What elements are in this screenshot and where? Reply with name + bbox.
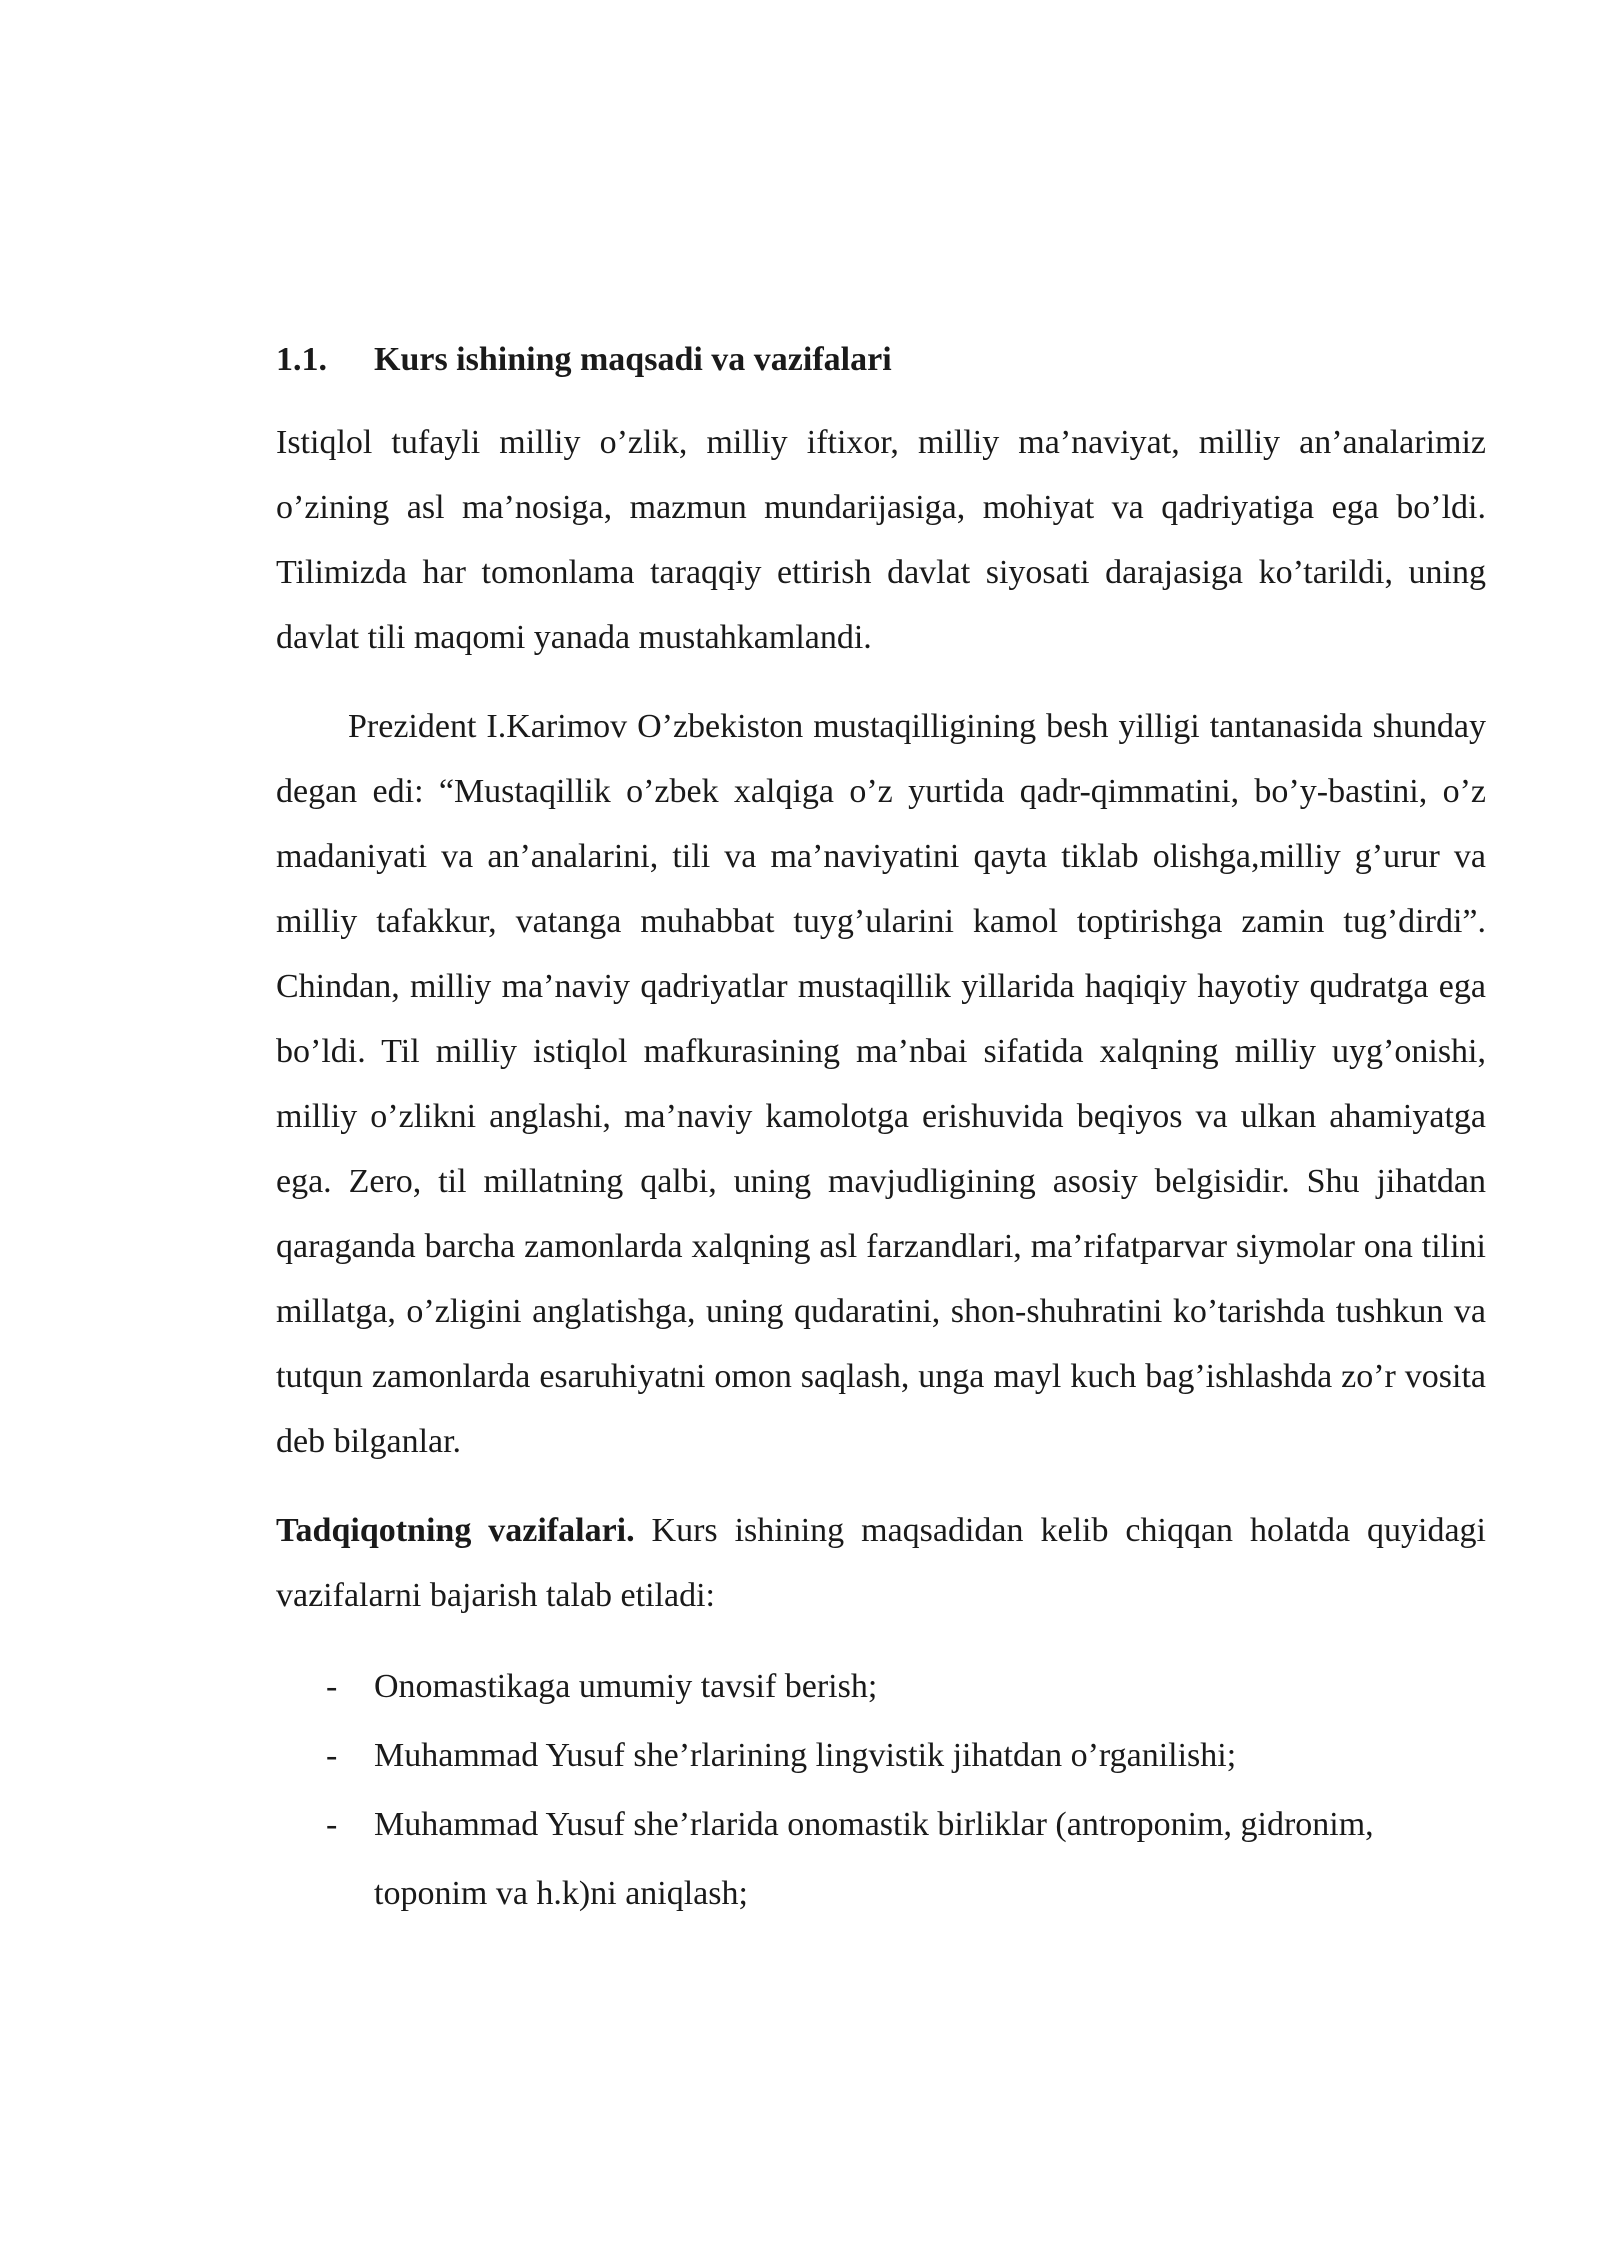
list-item: [276, 1652, 1486, 1721]
research-tasks-label: Tadqiqotning vazifalari.: [276, 1512, 635, 1549]
research-tasks-intro: Kurs ishining maqsadidan kelib chiqqan holatda quyidagi vazifalarni bajarish talab etiladi:: [276, 1512, 1486, 1614]
list-bullet: -: [326, 1737, 338, 1774]
list-bullet: -: [326, 1668, 338, 1705]
paragraph-president-quote: Prezident I.Karimov O’zbekiston mustaqilligining besh yilligi tantanasida shunday degan edi: “Mustaqillik o’zbek xalqiga o’z yurtida qadr-qimmatini, bo’y-bastini, o’z madaniyati va an’analarini, tili va ma’naviyatini qayta tiklab olishga,milliy g’urur va milliy tafakkur, vatanga muhabbat tuyg’ularini kamol toptirishga zamin tug’dirdi”. Chindan, milliy ma’naviy qadriyatlar mustaqillik yillarida haqiqiy hayotiy qudratga ega bo’ldi. Til milliy istiqlol mafkurasining ma’nbai sifatida xalqning milliy uyg’onishi, milliy o’zlikni anglashi, ma’naviy kamolotga erishuvida beqiyos va ulkan ahamiyatga ega. Zero, til millatning qalbi, uning mavjudligining asosiy belgisidir. Shu jihatdan qaraganda barcha zamonlarda xalqning asl farzandlari, ma’rifatparvar siymolar ona tilini millatga, o’zligini anglatishga, uning qudaratini, shon-shuhratini ko’tarishda tushkun va tutqun zamonlarda esaruhiyatni omon saqlash, unga mayl kuch bag’ishlashda zo’r vosita deb bilganlar.: [276, 708, 1486, 1460]
paragraph-research-tasks: [276, 1498, 1486, 1628]
list-item-text: Onomastikaga umumiy tavsif berish;: [374, 1668, 878, 1705]
list-bullet: -: [326, 1806, 338, 1843]
section-title: Kurs ishining maqsadi va vazifalari: [374, 341, 892, 378]
list-item: [276, 1721, 1486, 1790]
list-item: [276, 1790, 1486, 1928]
list-item-text: Muhammad Yusuf she’rlarida onomastik birliklar (antroponim, gidronim, toponim va h.k)ni aniqlash;: [374, 1806, 1374, 1912]
section-number: 1.1.: [276, 341, 327, 378]
document-page: [276, 330, 1486, 1928]
section-heading: [276, 330, 1486, 390]
tasks-list: [276, 1652, 1486, 1928]
list-item-text: Muhammad Yusuf she’rlarining lingvistik jihatdan o’rganilishi;: [374, 1737, 1237, 1774]
paragraph-independence: Istiqlol tufayli milliy o’zlik, milliy iftixor, milliy ma’naviyat, milliy an’analarimiz o’zining asl ma’nosiga, mazmun mundarijasiga, mohiyat va qadriyatiga ega bo’ldi. Tilimizda har tomonlama taraqqiy ettirish davlat siyosati darajasiga ko’tarildi, uning davlat tili maqomi yanada mustahkamlandi.: [276, 424, 1486, 656]
